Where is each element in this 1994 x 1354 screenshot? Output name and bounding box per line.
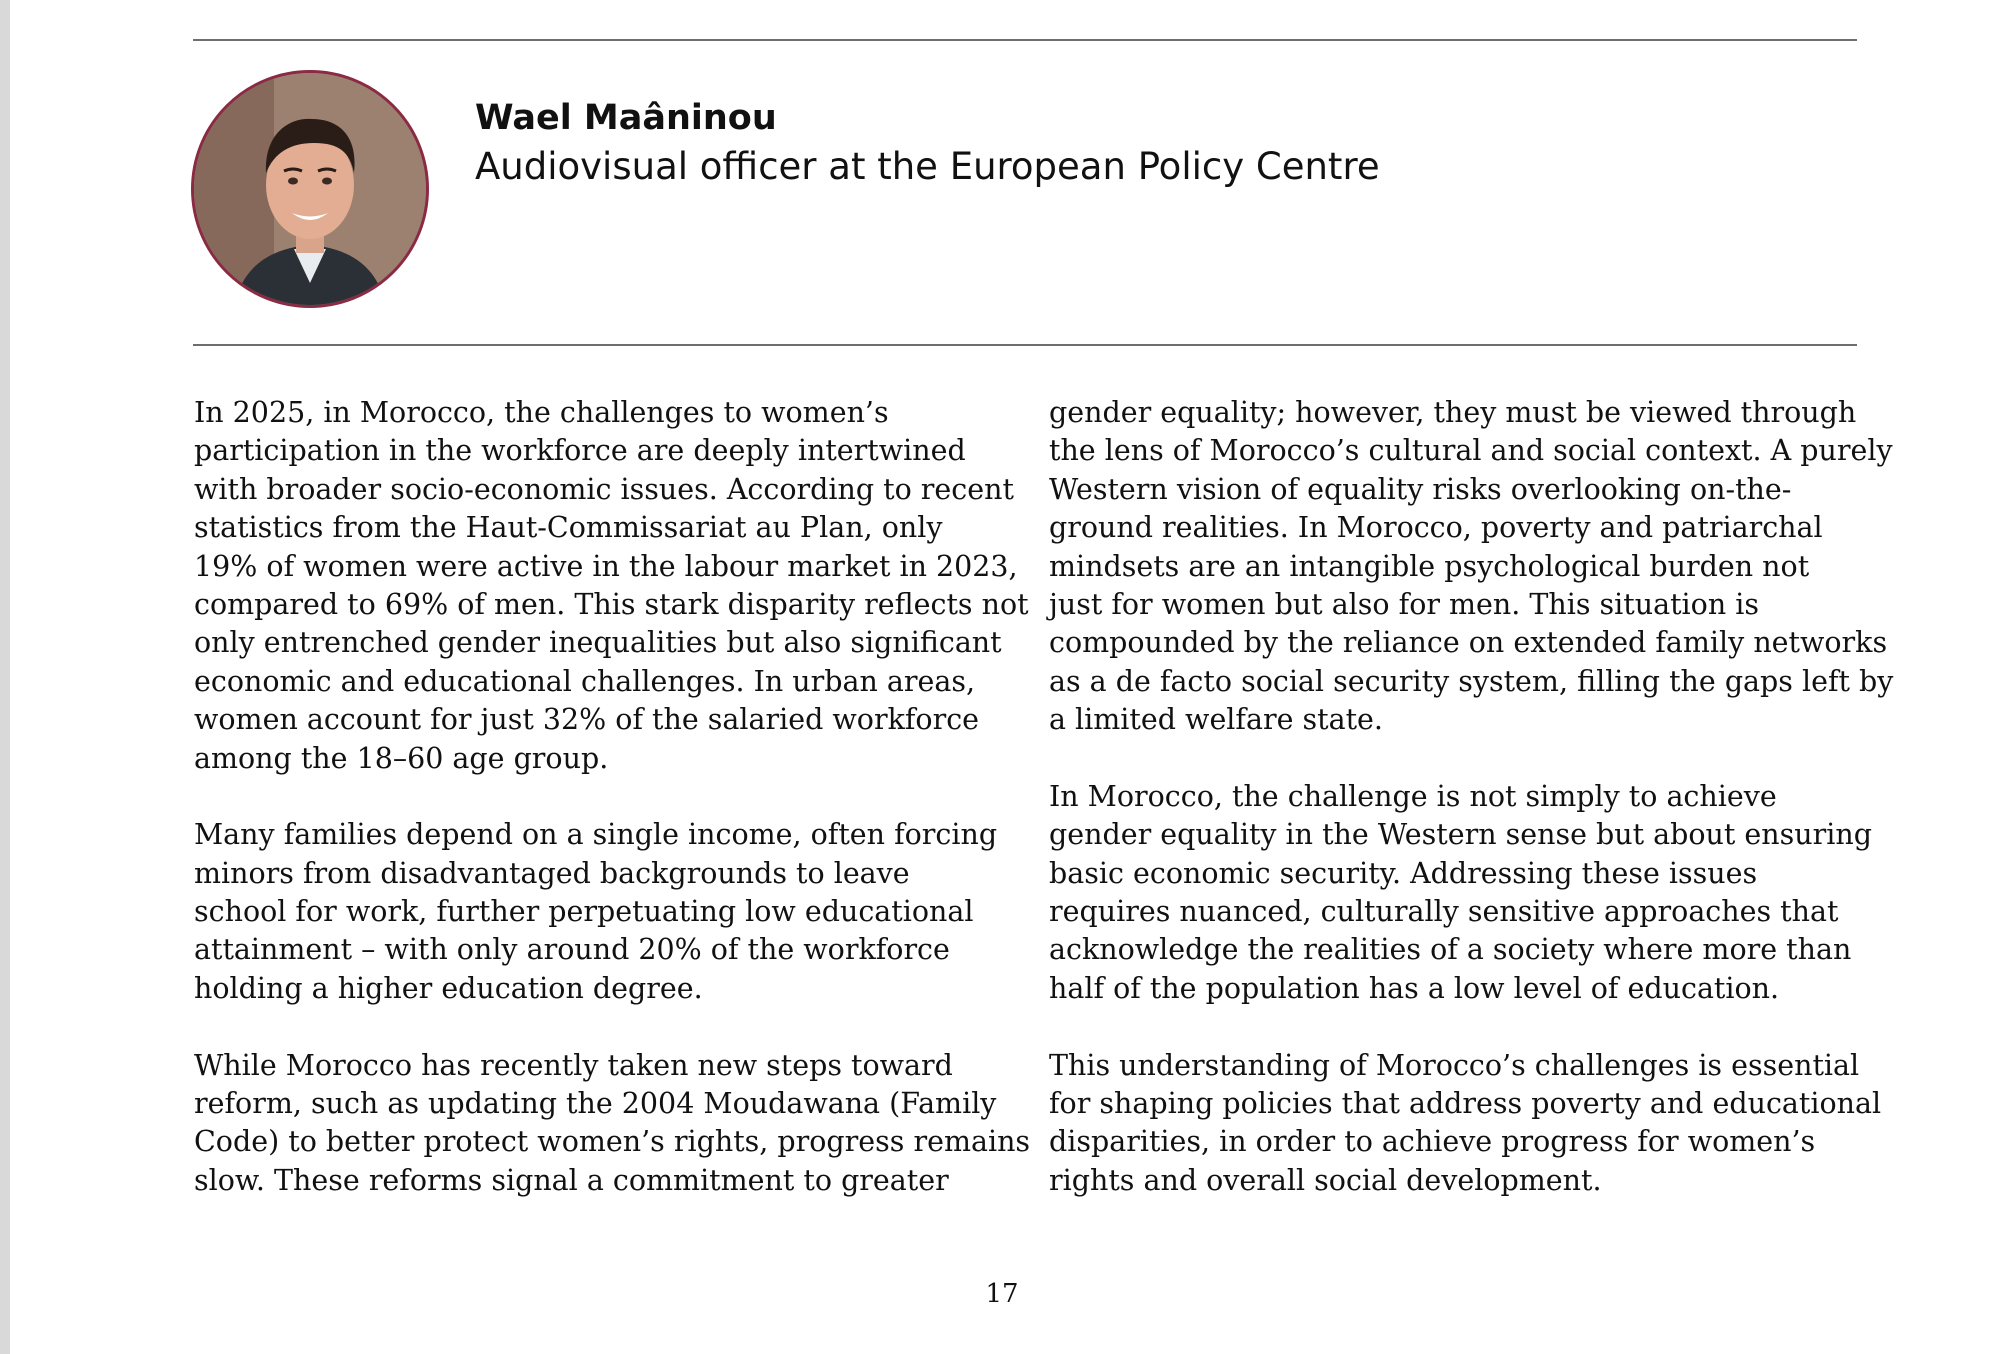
paragraph: [1049, 1047, 1882, 1201]
text-line: requires nuanced, culturally sensitive approaches that: [1049, 895, 1839, 929]
text-line: In Morocco, the challenge is not simply to achieve: [1049, 779, 1777, 813]
text-line: disparities, in order to achieve progress for women’s: [1049, 1125, 1816, 1159]
text-line: rights and overall social development.: [1049, 1163, 1602, 1197]
document-page: [10, 0, 1994, 1354]
text-line: basic economic security. Addressing these issues: [1049, 856, 1758, 890]
paragraph: [194, 816, 1014, 1008]
text-line: half of the population has a low level of education.: [1049, 971, 1780, 1005]
paragraph: [194, 1047, 1031, 1201]
text-line: ground realities. In Morocco, poverty and patriarchal: [1049, 511, 1823, 545]
text-line: reform, such as updating the 2004 Moudawana (Family: [194, 1087, 997, 1121]
text-line: Western vision of equality risks overlooking on-the-: [1049, 472, 1792, 506]
text-line: participation in the workforce are deeply intertwined: [194, 434, 966, 468]
text-line: only entrenched gender inequalities but also significant: [194, 626, 1002, 660]
text-line: economic and educational challenges. In urban areas,: [194, 664, 976, 698]
paragraph-spacer: [1049, 1008, 1869, 1046]
paragraph: [194, 394, 1029, 778]
portrait-illustration: [194, 73, 426, 305]
text-line: school for work, further perpetuating low educational: [194, 895, 974, 929]
right-text-column: [1049, 394, 1894, 1200]
text-line: compounded by the reliance on extended family networks: [1049, 626, 1888, 660]
text-line: compared to 69% of men. This stark disparity reflects not: [194, 587, 1029, 621]
text-line: the lens of Morocco’s cultural and social context. A purely: [1049, 434, 1893, 468]
text-line: Many families depend on a single income, often forcing: [194, 818, 998, 852]
paragraph: [1049, 778, 1872, 1008]
top-divider: [193, 39, 1857, 41]
author-role: Audiovisual officer at the European Policy Centre: [475, 145, 1380, 188]
text-line: a limited welfare state.: [1049, 703, 1383, 737]
text-line: statistics from the Haut-Commissariat au Plan, only: [194, 511, 943, 545]
left-text-column: [194, 394, 1031, 1200]
text-line: gender equality in the Western sense but about ensuring: [1049, 818, 1872, 852]
author-name: Wael Maâninou: [475, 98, 777, 138]
text-line: minors from disadvantaged backgrounds to leave: [194, 856, 910, 890]
paragraph-spacer: [1049, 740, 1869, 778]
text-line: with broader socio-economic issues. According to recent: [194, 472, 1014, 506]
text-line: just for women but also for men. This situation is: [1049, 587, 1759, 621]
paragraph: [1049, 394, 1894, 740]
text-line: women account for just 32% of the salaried workforce: [194, 703, 980, 737]
author-photo: [191, 70, 429, 308]
text-line: While Morocco has recently taken new steps toward: [194, 1048, 953, 1082]
text-line: for shaping policies that address poverty and educational: [1049, 1087, 1882, 1121]
page-number: 17: [985, 1279, 1019, 1309]
paragraph-spacer: [194, 778, 1014, 816]
text-line: as a de facto social security system, filling the gaps left by: [1049, 664, 1894, 698]
text-line: 19% of women were active in the labour market in 2023,: [194, 549, 1018, 583]
text-line: holding a higher education degree.: [194, 971, 703, 1005]
text-line: Code) to better protect women’s rights, progress remains: [194, 1125, 1031, 1159]
text-line: gender equality; however, they must be viewed through: [1049, 396, 1857, 429]
header-divider: [193, 344, 1857, 346]
text-line: slow. These reforms signal a commitment to greater: [194, 1163, 949, 1197]
text-line: In 2025, in Morocco, the challenges to women’s: [194, 396, 889, 429]
text-line: among the 18–60 age group.: [194, 741, 609, 775]
text-line: acknowledge the realities of a society where more than: [1049, 933, 1852, 967]
text-line: This understanding of Morocco’s challenges is essential: [1049, 1048, 1860, 1082]
text-line: attainment – with only around 20% of the workforce: [194, 933, 950, 967]
text-line: mindsets are an intangible psychological burden not: [1049, 549, 1810, 583]
paragraph-spacer: [194, 1008, 1014, 1046]
